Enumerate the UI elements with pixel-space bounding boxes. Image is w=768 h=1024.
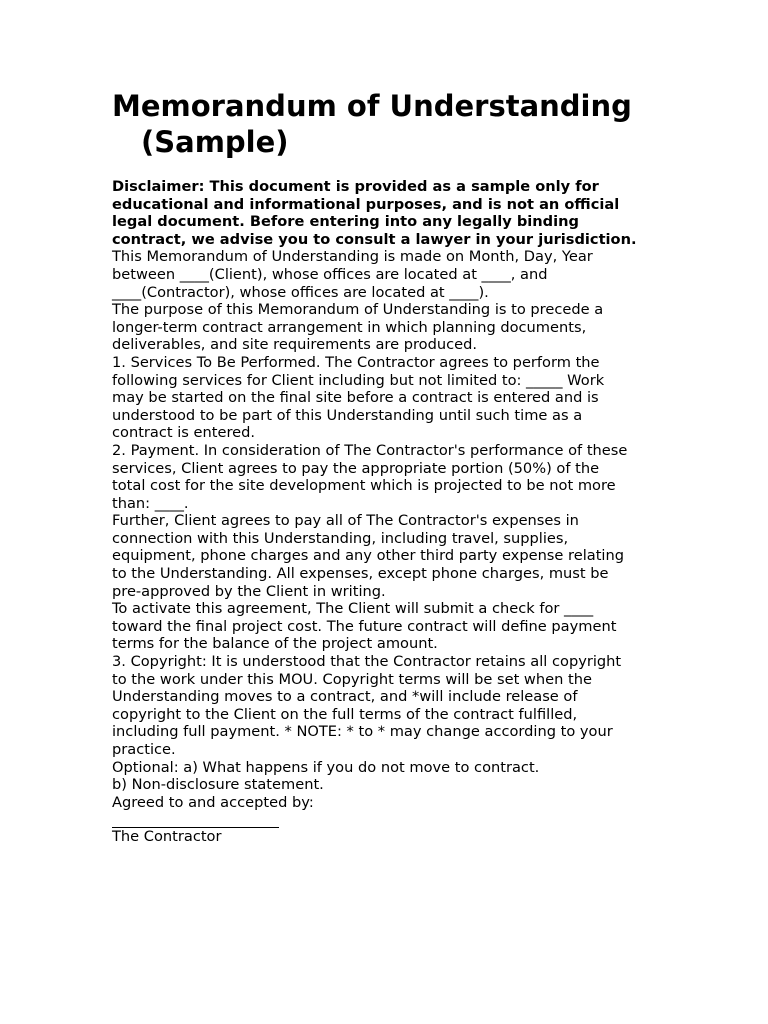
body-line: equipment, phone charges and any other third party expense relating <box>112 547 624 565</box>
body-line: Understanding moves to a contract, and *will include release of <box>112 688 578 706</box>
body-line: practice. <box>112 741 176 758</box>
body-line: The purpose of this Memorandum of Understanding is to precede a <box>112 301 604 319</box>
body-line: ____(Contractor), whose offices are located at ____). <box>112 283 489 301</box>
body-line: longer-term contract arrangement in which planning documents, <box>112 318 587 336</box>
title-line-2: (Sample) <box>141 125 289 159</box>
body-line: including full payment. * NOTE: * to * may change according to your <box>112 723 613 741</box>
body-line: between ____(Client), whose offices are located at ____, and <box>112 265 548 283</box>
body-line: copyright to the Client on the full terms of the contract fulfilled, <box>112 705 578 723</box>
document-body <box>112 178 652 846</box>
body-line: toward the final project cost. The future contract will define payment <box>112 617 617 635</box>
body-line: 1. Services To Be Performed. The Contractor agrees to perform the <box>112 353 600 371</box>
title-line-1: Memorandum of Understanding <box>112 89 632 123</box>
document-title <box>112 88 672 160</box>
body-line: pre-approved by the Client in writing. <box>112 582 386 600</box>
body-line: 2. Payment. In consideration of The Contractor's performance of these <box>112 441 628 459</box>
signature-label: The Contractor <box>112 828 222 846</box>
disclaimer-line: Disclaimer: This document is provided as a sample only for <box>112 178 599 195</box>
body-line: than: ____. <box>112 494 189 512</box>
body-line: deliverables, and site requirements are produced. <box>112 336 477 354</box>
body-line: Further, Client agrees to pay all of The Contractor's expenses in <box>112 512 579 530</box>
body-line: to the work under this MOU. Copyright terms will be set when the <box>112 670 592 688</box>
body-line: Optional: a) What happens if you do not move to contract. <box>112 758 540 776</box>
body-line: may be started on the final site before a contract is entered and is <box>112 389 599 407</box>
body-line: 3. Copyright: It is understood that the Contractor retains all copyright <box>112 653 622 671</box>
body-line: services, Client agrees to pay the appropriate portion (50%) of the <box>112 459 600 477</box>
body-line: terms for the balance of the project amount. <box>112 635 438 653</box>
disclaimer-line: legal document. Before entering into any legally binding <box>112 213 579 231</box>
body-line: b) Non-disclosure statement. <box>112 776 324 794</box>
disclaimer-line: educational and informational purposes, and is not an official <box>112 195 620 213</box>
body-line: This Memorandum of Understanding is made on Month, Day, Year <box>112 248 593 266</box>
body-line: Agreed to and accepted by: <box>112 793 314 811</box>
body-line: contract is entered. <box>112 424 256 442</box>
body-line: following services for Client including but not limited to: _____ Work <box>112 371 605 389</box>
disclaimer-line: contract, we advise you to consult a lawyer in your jurisdiction. <box>112 230 637 248</box>
body-line: total cost for the site development which is projected to be not more <box>112 477 616 495</box>
signature-line <box>112 813 279 828</box>
body-line: connection with this Understanding, including travel, supplies, <box>112 529 569 547</box>
body-line: understood to be part of this Understanding until such time as a <box>112 406 583 424</box>
body-line: to the Understanding. All expenses, except phone charges, must be <box>112 565 609 583</box>
body-line: To activate this agreement, The Client will submit a check for ____ <box>112 600 594 618</box>
